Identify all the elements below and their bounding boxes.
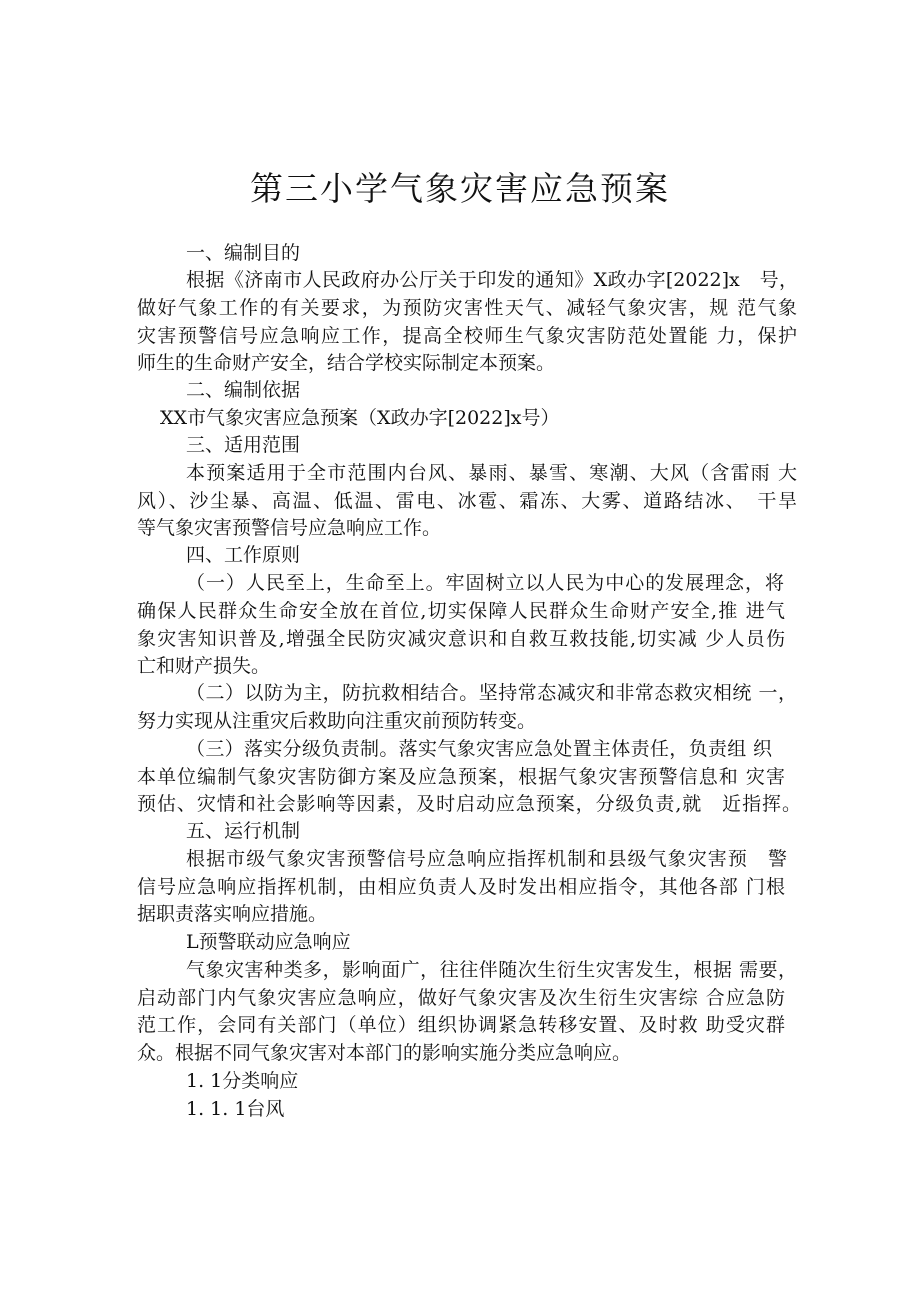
paragraph-line: （一）人民至上，生命至上。牢固树立以人民为中心的发展理念，将 [186, 572, 784, 594]
paragraph-line: 预估、灾情和社会影响等因素，及时启动应急预案，分级负责,就 近指挥。 [137, 793, 801, 815]
paragraph-line: 亡和财产损失。 [137, 655, 271, 677]
paragraph-line: 范工作，会同有关部门（单位）组织协调紧急转移安置、及时救 助受灾群 [137, 1014, 785, 1036]
heading-principles: 四、工作原则 [186, 544, 301, 566]
heading-linkage: L预警联动应急响应 [186, 931, 351, 953]
paragraph-line: 根据《济南市人民政府办公厅关于印发的通知》X政办字[2022]x 号， [186, 269, 798, 291]
paragraph-line: 本单位编制气象灾害防御方案及应急预案，根据气象灾害预警信息和 灾害 [137, 766, 785, 788]
paragraph-line: 众。根据不同气象灾害对本部门的影响实施分类应急响应。 [137, 1042, 632, 1064]
paragraph-line: 启动部门内气象灾害应急响应，做好气象灾害及次生衍生灾害综 合应急防 [137, 987, 785, 1009]
paragraph-line: 确保人民群众生命安全放在首位,切实保障人民群众生命财产安全,推 进气 [137, 600, 785, 622]
paragraph-line: 等气象灾害预警信号应急响应工作。 [137, 517, 442, 539]
paragraph-line: 根据市级气象灾害预警信号应急响应指挥机制和县级气象灾害预 警 [186, 848, 787, 870]
paragraph-line: 本预案适用于全市范围内台风、暴雨、暴雪、寒潮、大风（含雷雨 大 [186, 462, 797, 484]
document-title: 第三小学气象灾害应急预案 [250, 169, 670, 208]
paragraph-line: 象灾害知识普及,增强全民防灾减灾意识和自救互救技能,切实减 少人员伤 [137, 628, 785, 650]
paragraph-line: 努力实现从注重灾后救助向注重灾前预防转变。 [137, 710, 537, 732]
heading-classified-response: 1. 1分类响应 [186, 1070, 299, 1092]
paragraph-line: 风）、沙尘暴、高温、低温、雷电、冰雹、霜冻、大雾、道路结冰、 干旱 [137, 490, 797, 512]
paragraph-line: （二）以防为主，防抗救相结合。坚持常态减灾和非常态救灾相统 一， [186, 682, 797, 704]
paragraph-line: 气象灾害种类多，影响面广，往往伴随次生衍生灾害发生，根据 需要， [186, 959, 797, 981]
paragraph-line: 据职责落实响应措施。 [137, 903, 328, 925]
paragraph-line: 信号应急响应指挥机制，由相应负责人及时发出相应指令，其他各部 门根 [137, 876, 785, 898]
heading-purpose: 一、编制目的 [186, 242, 301, 264]
paragraph-line: XX市气象灾害应急预案（X政办字[2022]x号） [160, 407, 560, 429]
heading-typhoon: 1. 1. 1台风 [186, 1098, 285, 1120]
heading-basis: 二、编制依据 [186, 379, 301, 401]
heading-scope: 三、适用范围 [186, 434, 301, 456]
paragraph-line: 灾害预警信号应急响应工作，提高全校师生气象灾害防范处置能 力，保护 [137, 325, 797, 347]
paragraph-line: （三）落实分级负责制。落实气象灾害应急处置主体责任，负责组 织 [186, 738, 772, 760]
paragraph-line: 做好气象工作的有关要求，为预防灾害性天气、减轻气象灾害，规 范气象 [137, 297, 797, 319]
paragraph-line: 师生的生命财产安全，结合学校实际制定本预案。 [137, 352, 556, 374]
heading-mechanism: 五、运行机制 [186, 820, 301, 842]
